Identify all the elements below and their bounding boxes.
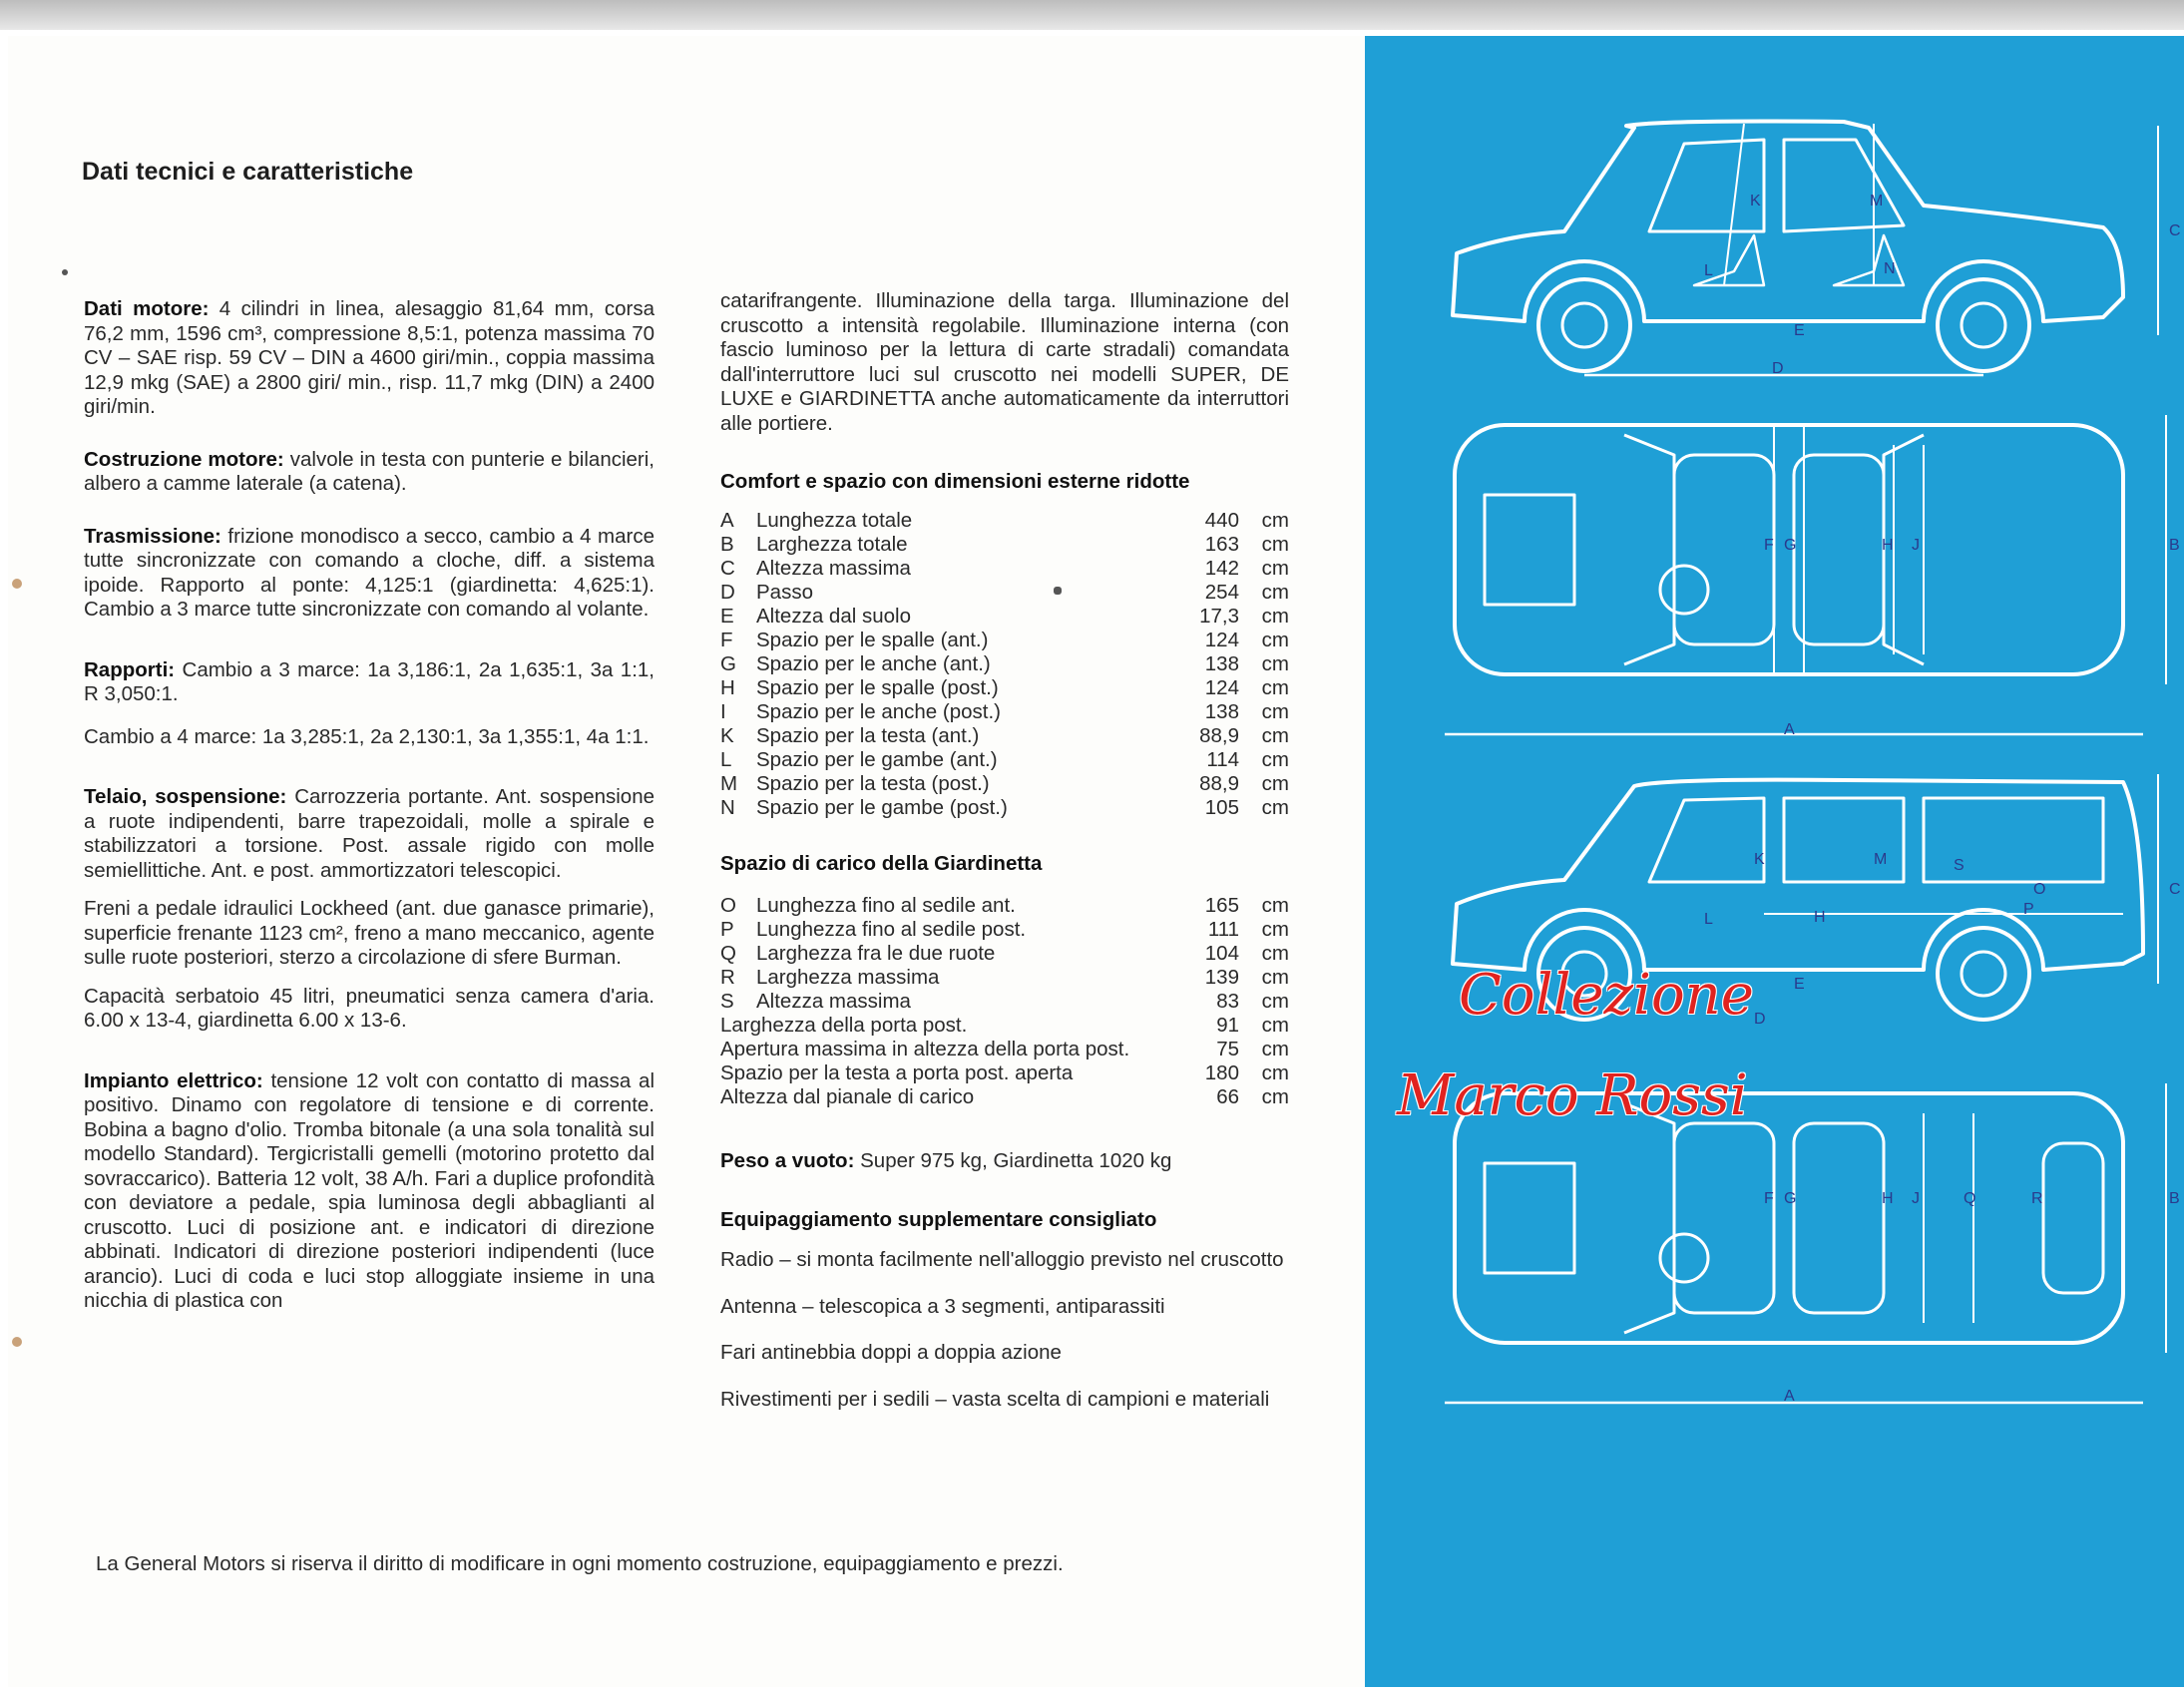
capacita: Capacità serbatoio 45 litri, pneumatici senza camera d'aria. 6.00 x 13-4, giardinetta 6.00 x 13-6.: [84, 984, 655, 1032]
diagram-letter: F: [1764, 537, 1774, 554]
spec-key: G: [720, 651, 736, 675]
spec-unit: cm: [1261, 628, 1289, 651]
diagram-letter: H: [1882, 1190, 1894, 1207]
spec-key: A: [720, 508, 734, 532]
diagram-letter: J: [1912, 537, 1920, 554]
spec-label: Lunghezza totale: [756, 508, 913, 532]
spec-label: Lunghezza fino al sedile ant.: [756, 894, 1016, 917]
spec-label: Larghezza totale: [756, 532, 908, 556]
spec-unit: cm: [1261, 771, 1289, 795]
spec-label: Spazio per le gambe (ant.): [756, 747, 998, 771]
spec-label: Passo: [756, 580, 813, 604]
spec-label: Lunghezza fino al sedile post.: [756, 918, 1027, 941]
spec-value: 66: [1216, 1085, 1239, 1108]
spec-label: Larghezza massima: [756, 966, 940, 989]
diagram-letter: N: [1884, 260, 1896, 277]
spec-label: Altezza massima: [756, 990, 911, 1013]
spec-key: P: [720, 918, 734, 941]
carico-table: [720, 894, 1289, 1014]
equip-heading: Equipaggiamento supplementare consigliato: [720, 1207, 1157, 1231]
spec-key: D: [720, 580, 735, 604]
spec-value: 142: [1204, 556, 1239, 580]
diagram-letter: G: [1784, 537, 1797, 554]
spec-unit: cm: [1261, 604, 1289, 628]
spec-label: Altezza dal pianale di carico: [720, 1085, 975, 1108]
spec-key: O: [720, 894, 736, 917]
diagram-letter: F: [1764, 1190, 1774, 1207]
spec-unit: cm: [1261, 942, 1289, 965]
diagram-letter: J: [1912, 1190, 1920, 1207]
spec-key: F: [720, 628, 733, 651]
spec-value: 165: [1204, 894, 1239, 917]
spec-label: Spazio per le anche (post.): [756, 699, 1001, 723]
footnote: La General Motors si riserva il diritto di modificare in ogni momento costruzione, equipaggiamento e prezzi.: [96, 1552, 1064, 1575]
car-diagrams: [1365, 36, 2184, 1687]
spec-label: Spazio per la testa (ant.): [756, 723, 980, 747]
spec-key: S: [720, 990, 734, 1013]
spec-value: 163: [1204, 532, 1239, 556]
spec-value: 83: [1216, 990, 1239, 1013]
spec-unit: cm: [1261, 675, 1289, 699]
spec-key: E: [720, 604, 734, 628]
spec-key: C: [720, 556, 735, 580]
diagram-letter: A: [1784, 721, 1795, 738]
binding-hole: [12, 1337, 22, 1347]
scan-top-edge: [0, 0, 2184, 30]
diagram-letter: P: [2023, 901, 2034, 918]
spec-unit: cm: [1261, 990, 1289, 1013]
spec-key: B: [720, 532, 734, 556]
carico-extra-table: [720, 1014, 1289, 1109]
spec-value: 111: [1207, 918, 1239, 941]
comfort-table: [720, 509, 1289, 820]
spec-unit: cm: [1261, 556, 1289, 580]
diagram-letter: S: [1954, 857, 1965, 874]
diagram-letter: B: [2169, 537, 2180, 554]
diagram-letter: K: [1750, 193, 1761, 210]
spec-unit: cm: [1261, 1038, 1289, 1060]
watermark-line1: Collezione: [1459, 963, 1754, 1028]
spec-unit: cm: [1261, 1014, 1289, 1037]
spec-value: 91: [1216, 1014, 1239, 1037]
right-column: [720, 289, 1289, 1434]
equip-item: Fari antinebbia doppi a doppia azione: [720, 1341, 1062, 1364]
spec-label: Apertura massima in altezza della porta post.: [720, 1038, 1130, 1060]
spec-label: Altezza dal suolo: [756, 604, 911, 628]
spec-label: Altezza massima: [756, 556, 911, 580]
spec-value: 104: [1204, 942, 1239, 965]
equip-item: Radio – si monta facilmente nell'alloggio previsto nel cruscotto: [720, 1248, 1284, 1271]
spec-value: 138: [1204, 699, 1239, 723]
spec-unit: cm: [1261, 966, 1289, 989]
diagram-letter: O: [2033, 881, 2046, 898]
spec-value: 88,9: [1199, 771, 1239, 795]
spec-key: M: [720, 771, 738, 795]
sedan-top-diagram: [1445, 415, 2166, 734]
trasmissione: Trasmissione: frizione monodisco a secco, cambio a 4 marce tutte sincronizzate con comando a cloche, diff. a sistema ipoide. Rapporto al ponte: 4,125:1 (giardinetta: 4,625:1). Cambio a 3 marce tutte sincronizzate con comando al volante.: [84, 524, 655, 621]
spec-unit: cm: [1261, 894, 1289, 917]
spec-label: Larghezza della porta post.: [720, 1014, 968, 1037]
dati-motore: Dati motore: 4 cilindri in linea, alesaggio 81,64 mm, corsa 76,2 mm, 1596 cm³, compressione 8,5:1, potenza massima 70 CV – SAE risp. 59 CV – DIN a 4600 giri/min., coppia massima 12,9 mkg (SAE) a 2800 giri/ min., risp. 11,7 mkg (DIN) a 2400 giri/min.: [84, 297, 655, 418]
spec-key: Q: [720, 942, 736, 965]
spec-value: 17,3: [1199, 604, 1239, 628]
spec-unit: cm: [1261, 508, 1289, 532]
page-title: Dati tecnici e caratteristiche: [82, 158, 414, 186]
equip-list: [720, 1248, 1289, 1412]
diagram-letter: M: [1870, 193, 1884, 210]
scan-speck: [62, 269, 68, 275]
spec-key: L: [720, 747, 732, 771]
spec-unit: cm: [1261, 1061, 1289, 1084]
diagram-letter: M: [1874, 851, 1888, 868]
diagram-letter: A: [1784, 1388, 1795, 1405]
spec-unit: cm: [1261, 747, 1289, 771]
binding-hole: [12, 579, 22, 589]
peso-a-vuoto: Peso a vuoto: Super 975 kg, Giardinetta 1020 kg: [720, 1149, 1172, 1172]
spec-key: N: [720, 795, 735, 819]
spec-unit: cm: [1261, 918, 1289, 941]
scan-speck: [1054, 587, 1062, 595]
impianto-elettrico: Impianto elettrico: tensione 12 volt con contatto di massa al positivo. Dinamo con regolatore di tensione e di corrente. Bobina a bagno d'olio. Tromba bitonale (a una sola tonalità sul modello Standard). Tergicristalli gemelli (motorino protetto dal sovraccarico). Batteria 12 volt, 38 A/h. Fari a duplice profondità con deviatore a pedale, spia luminosa degli abbaglianti al cruscotto. Luci di posizione ant. e indicatori di direzione abbinati. Indicatori di direzione posteriori indipendenti (luce arancio). Luci di coda e luci stop alloggiate insieme in una nicchia di plastica con: [84, 1068, 655, 1312]
spec-unit: cm: [1261, 580, 1289, 604]
diagram-letter: G: [1784, 1190, 1797, 1207]
spec-unit: cm: [1261, 699, 1289, 723]
spec-value: 139: [1204, 966, 1239, 989]
costruzione-motore: Costruzione motore: valvole in testa con punterie e bilancieri, albero a camme laterale (a catena).: [84, 447, 655, 495]
spec-unit: cm: [1261, 1085, 1289, 1108]
telaio: Telaio, sospensione: Carrozzeria portante. Ant. sospensione a ruote indipendenti, barre trapezoidali, molle a spirale e stabilizzatori a torsione. Post. assale rigido con molle semiellittiche. Ant. e post. ammortizzatori telescopici.: [84, 785, 655, 882]
comfort-heading: Comfort e spazio con dimensioni esterne ridotte: [720, 470, 1190, 493]
diagram-letter: H: [1814, 909, 1826, 926]
cambio-4-marce: Cambio a 4 marce: 1a 3,285:1, 2a 2,130:1, 3a 1,355:1, 4a 1:1.: [84, 724, 650, 748]
watermark-line2: Marco Rossi: [1397, 1063, 1748, 1128]
spec-key: K: [720, 723, 734, 747]
diagram-letter: D: [1772, 360, 1784, 377]
diagram-letter: K: [1754, 851, 1765, 868]
spec-value: 114: [1206, 747, 1239, 771]
spec-label: Spazio per le spalle (ant.): [756, 628, 989, 651]
diagram-letter: L: [1704, 262, 1713, 279]
wagon-top-diagram: [1445, 1083, 2166, 1403]
freni: Freni a pedale idraulici Lockheed (ant. due ganasce primarie), superficie frenante 1123 cm², freno a mano meccanico, agente sulle ruote posteriori, sterzo a circolazione di sfere Burman.: [84, 897, 655, 969]
spec-value: 105: [1204, 795, 1239, 819]
spec-label: Spazio per le anche (ant.): [756, 651, 991, 675]
diagram-letter: C: [2169, 222, 2181, 239]
spec-unit: cm: [1261, 723, 1289, 747]
diagram-letter: C: [2169, 881, 2181, 898]
diagram-letter: H: [1882, 537, 1894, 554]
spec-key: I: [720, 699, 726, 723]
spec-label: Spazio per la testa (post.): [756, 771, 990, 795]
spec-value: 440: [1204, 508, 1239, 532]
spec-label: Spazio per la testa a porta post. aperta: [720, 1061, 1074, 1084]
diagram-letter: D: [1754, 1011, 1766, 1028]
diagram-letter: E: [1794, 322, 1805, 339]
rapporti: Rapporti: Cambio a 3 marce: 1a 3,186:1, 2a 1,635:1, 3a 1:1, R 3,050:1.: [84, 657, 655, 705]
impianto-continued: catarifrangente. Illuminazione della targa. Illuminazione del cruscotto a intensità regolabile. Illuminazione interna (con fascio luminoso per la lettura di carte stradali) comandata dall'interruttore luci sul cruscotto nei modelli SUPER, DE LUXE e GIARDINETTA anche automaticamente da interruttori alle portiere.: [720, 289, 1289, 435]
spec-label: Larghezza fra le due ruote: [756, 942, 996, 965]
spec-value: 180: [1204, 1061, 1239, 1084]
equip-item: Rivestimenti per i sedili – vasta scelta di campioni e materiali: [720, 1387, 1270, 1411]
spec-key: R: [720, 966, 735, 989]
left-column: [84, 297, 655, 1342]
carico-heading: Spazio di carico della Giardinetta: [720, 851, 1043, 875]
spec-label: Spazio per le spalle (post.): [756, 675, 999, 699]
blueprint-panel: [1365, 36, 2184, 1687]
spec-value: 75: [1216, 1038, 1239, 1060]
spec-value: 254: [1204, 580, 1239, 604]
diagram-letter: B: [2169, 1190, 2180, 1207]
spec-unit: cm: [1261, 651, 1289, 675]
spec-value: 138: [1204, 651, 1239, 675]
diagram-letter: R: [2031, 1190, 2043, 1207]
spec-value: 124: [1204, 628, 1239, 651]
diagram-letter: L: [1704, 911, 1713, 928]
spec-value: 88,9: [1199, 723, 1239, 747]
spec-unit: cm: [1261, 795, 1289, 819]
diagram-letter: Q: [1964, 1190, 1976, 1207]
spec-unit: cm: [1261, 532, 1289, 556]
diagram-letter: E: [1794, 976, 1805, 993]
equip-item: Antenna – telescopica a 3 segmenti, antiparassiti: [720, 1294, 1165, 1318]
spec-value: 124: [1204, 675, 1239, 699]
sedan-side-diagram: [1453, 122, 2158, 376]
spec-key: H: [720, 675, 735, 699]
spec-label: Spazio per le gambe (post.): [756, 795, 1008, 819]
